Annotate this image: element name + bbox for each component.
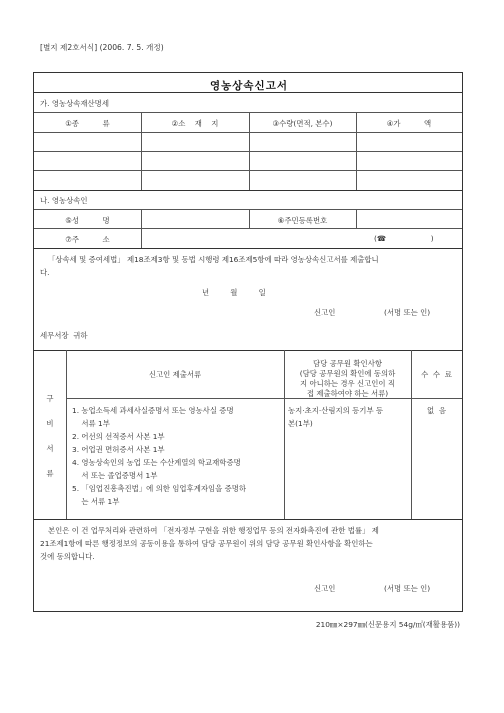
- divider: [34, 132, 462, 133]
- list-item: 서류 1부: [72, 419, 110, 428]
- divider: [34, 209, 462, 210]
- fee-value: 없 음: [427, 406, 446, 415]
- column-header-confirm: 접 제출하여야 하는 서류): [306, 389, 389, 398]
- column-header-location: ②소 재 지: [171, 119, 219, 128]
- column-header-value: ④가 액: [386, 119, 432, 128]
- section-label-heir: 나. 영농상속인: [40, 196, 88, 205]
- side-label: 류: [46, 469, 54, 478]
- divider: [34, 151, 462, 152]
- divider: [34, 92, 462, 93]
- consent-signature-label: (서명 또는 인): [384, 584, 431, 593]
- divider: [34, 170, 462, 171]
- divider: [34, 190, 462, 191]
- label-name: ⑤성 명: [65, 216, 110, 225]
- declaration-text-cont: 다.: [40, 268, 50, 277]
- divider: [34, 112, 462, 113]
- page-title: 영농상속신고서: [209, 80, 288, 92]
- date-field: 년 월 일: [202, 288, 266, 297]
- column-header-fee: 수 수 료: [421, 370, 452, 379]
- declaration-text: 「상속세 및 증여세법」 제18조제3항 및 동법 시행령 제16조제5항에 따라 영농상속신고서를 제출합니: [48, 255, 379, 264]
- phone-field: (☎ ): [374, 234, 434, 243]
- divider: [34, 350, 462, 351]
- column-header-confirm: 담당 공무원 확인사항: [313, 359, 382, 368]
- column-header-confirm: 지 아니하는 경우 신고인이 직: [299, 379, 396, 388]
- confirm-item: 본(1부): [288, 419, 313, 428]
- column-header-submit: 신고인 제출서류: [148, 370, 202, 379]
- section-label-assets: 가. 영농상속재산명세: [40, 99, 109, 108]
- consent-text: 본인은 이 건 업무처리와 관련하여 「전자정부 구현을 위한 행정업무 등의 전자화촉진에 관한 법률」 제: [48, 526, 379, 535]
- signature-label: (서명 또는 인): [384, 308, 431, 317]
- list-item: 4. 영농상속인의 농업 또는 수산계열의 학교재학증명: [72, 458, 241, 467]
- paper-spec: 210㎜×297㎜(신문용지 54g/㎡(재활용품)): [315, 620, 460, 629]
- list-item: 3. 어업권 면허증서 사본 1부: [72, 445, 165, 454]
- divider: [356, 209, 357, 229]
- list-item: 5. 「임업진흥촉진법」에 의한 임업후계자임을 증명하: [72, 484, 247, 493]
- column-header-quantity: ③수량(면적, 본수): [272, 119, 333, 128]
- addressee: 세무서장 귀하: [40, 331, 88, 340]
- column-header-confirm: (담당 공무원의 확인에 동의하: [299, 369, 396, 378]
- consent-text: 것에 동의합니다.: [40, 552, 95, 561]
- column-header-type: ①종 류: [65, 119, 110, 128]
- side-label: 구: [46, 394, 54, 403]
- side-label: 서: [46, 444, 54, 453]
- label-rrn: ⑥주민등록번호: [277, 216, 328, 225]
- list-item: 서 또는 졸업증명서 1부: [72, 471, 158, 480]
- label-address: ⑦주 소: [65, 235, 110, 244]
- form-header: [별지 제2호서식] (2006. 7. 5. 개정): [40, 43, 164, 52]
- list-item: 1. 농업소득세 과세사실증명서 또는 영농사실 증명: [72, 406, 234, 415]
- form-frame: [33, 72, 463, 612]
- confirm-item: 농지·초지·산림지의 등기부 등: [288, 406, 384, 415]
- side-label: 비: [46, 419, 54, 428]
- divider: [141, 209, 142, 248]
- list-item: 는 서류 1부: [72, 497, 120, 506]
- consent-text: 21조제1항에 따른 행정정보의 공동이용을 통하여 담당 공무원이 위의 담당 공무원 확인사항을 확인하는: [40, 539, 373, 548]
- divider: [34, 228, 462, 229]
- consent-applicant-label: 신고인: [314, 584, 336, 593]
- list-item: 2. 어선의 선적증서 사본 1부: [72, 432, 165, 441]
- divider: [34, 248, 462, 249]
- divider: [34, 519, 462, 520]
- applicant-label: 신고인: [314, 308, 336, 317]
